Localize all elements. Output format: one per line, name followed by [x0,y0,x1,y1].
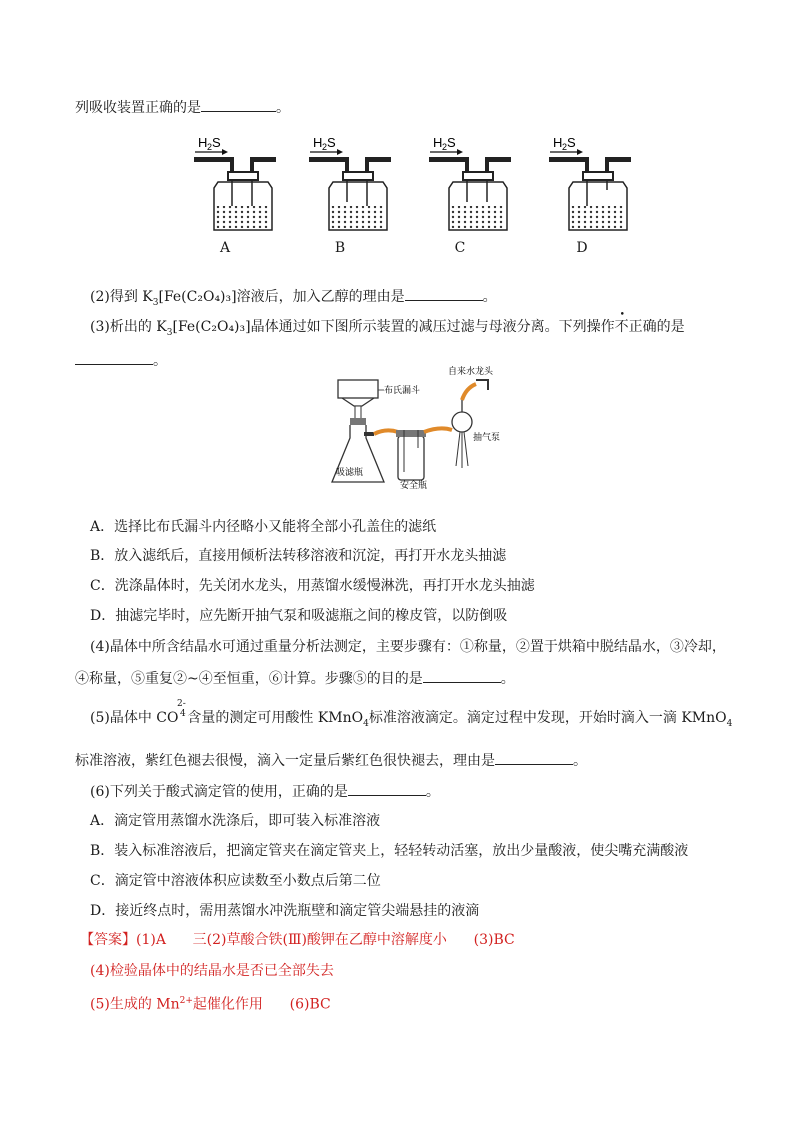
question-4-line-1: (4)晶体中所含结晶水可通过重量分析法测定，主要步骤有：①称量，②置于烘箱中脱结晶水，③冷却， [90,639,726,655]
svg-text:2: 2 [442,142,448,152]
option-label-a: A [219,240,231,256]
question-6: (6)下列关于酸式滴定管的使用，正确的是 。 [90,781,440,802]
bottle-a-diagram [180,130,290,245]
option-label-b: B [334,240,346,256]
q6-option-b: B．装入标准溶液后，把滴定管夹在滴定管夹上，轻轻转动活塞，放出少量酸液，使尖嘴充满酸液 [90,843,689,859]
question-3-blank-line: 。 [75,350,167,371]
q3-option-b: B．放入滤纸后，直接用倾析法转移溶液和沉淀，再打开水龙头抽滤 [90,548,507,564]
q6-option-a: A．滴定管用蒸馏水洗涤后，即可装入标准溶液 [90,813,381,829]
filtration-apparatus-diagram [328,350,518,490]
question-4-line-2: ④称量，⑤重复②~④至恒重，⑥计算。步骤⑤的目的是 。 [75,668,515,689]
bottle-d-diagram [535,130,645,245]
answer-blank [405,286,483,301]
answer-blank [495,750,573,765]
gas-label-a: H [198,135,208,150]
answer-blank [348,781,426,796]
answer-line-1: 【答案】(1)A 三(2)草酸合铁(Ⅲ)酸钾在乙醇中溶解度小 (3)BC [80,932,515,948]
svg-text:S: S [212,135,221,150]
question-5-line-2: 标准溶液，紫红色褪去很慢，滴入一定量后紫红色很快褪去，理由是 。 [75,750,587,771]
intro-text: 列吸收装置正确的是 [75,100,201,116]
emphasis-text: 不正确 [614,319,657,335]
q3-option-c: C．洗涤晶体时，先关闭水龙头，用蒸馏水缓慢淋洗，再打开水龙头抽滤 [90,578,535,594]
label-safety-bottle: 安全瓶 [400,481,428,490]
answer-line-3: (5)生成的 $Mn^{2+}$起催化作用 (6)BC [90,996,331,1013]
answer-label: 【答案】 [80,932,136,948]
svg-text:S: S [447,135,456,150]
svg-text:H: H [313,135,323,150]
label-tap: 自来水龙头 [448,367,494,377]
label-funnel: 布氏漏斗 [384,386,421,396]
option-label-d: D [576,240,588,256]
q6-option-d: D．接近终点时，需用蒸馏水冲洗瓶壁和滴定管尖端悬挂的液滴 [90,903,480,919]
question-5-line-1: (5)晶体中 CO 2- 4 含量的测定可用酸性 KMnO$_4$标准溶液滴定。滴定过程中发现，开始时滴入一滴 KMnO$_4$ [90,699,733,729]
bottle-c-diagram [415,130,525,245]
option-label-c: C [454,240,466,256]
svg-text:2: 2 [322,142,328,152]
q6-option-c: C．滴定管中溶液体积应读数至小数点后第二位 [90,873,381,889]
answer-line-2: (4)检验晶体中的结晶水是否已全部失去 [90,963,334,979]
q3-option-d: D．抽滤完毕时，应先断开抽气泵和吸滤瓶之间的橡皮管，以防倒吸 [90,608,508,624]
svg-text:H: H [553,135,563,150]
answer-blank [75,350,153,365]
question-2: (2)得到 $K_3[Fe(C_2O_4)_3]$溶液后，加入乙醇的理由是 。 [90,286,497,313]
svg-text:2: 2 [207,142,213,152]
svg-text:S: S [567,135,576,150]
svg-text:2: 2 [562,142,568,152]
label-flask: 吸滤瓶 [336,468,364,478]
question-3: (3)析出的 $K_3[Fe(C_2O_4)_3]$晶体通过如下图所示装置的减压过滤与母液分离。下列操作不正确的是 [90,319,685,338]
label-pump: 抽气泵 [473,433,501,443]
answer-blank [201,97,276,112]
svg-text:H: H [433,135,443,150]
q3-option-a: A．选择比布氏漏斗内径略小又能将全部小孔盖住的滤纸 [90,519,437,535]
svg-text:S: S [327,135,336,150]
answer-blank [423,668,501,683]
bottle-b-diagram [295,130,405,245]
intro-line: 列吸收装置正确的是 。 [75,97,290,118]
